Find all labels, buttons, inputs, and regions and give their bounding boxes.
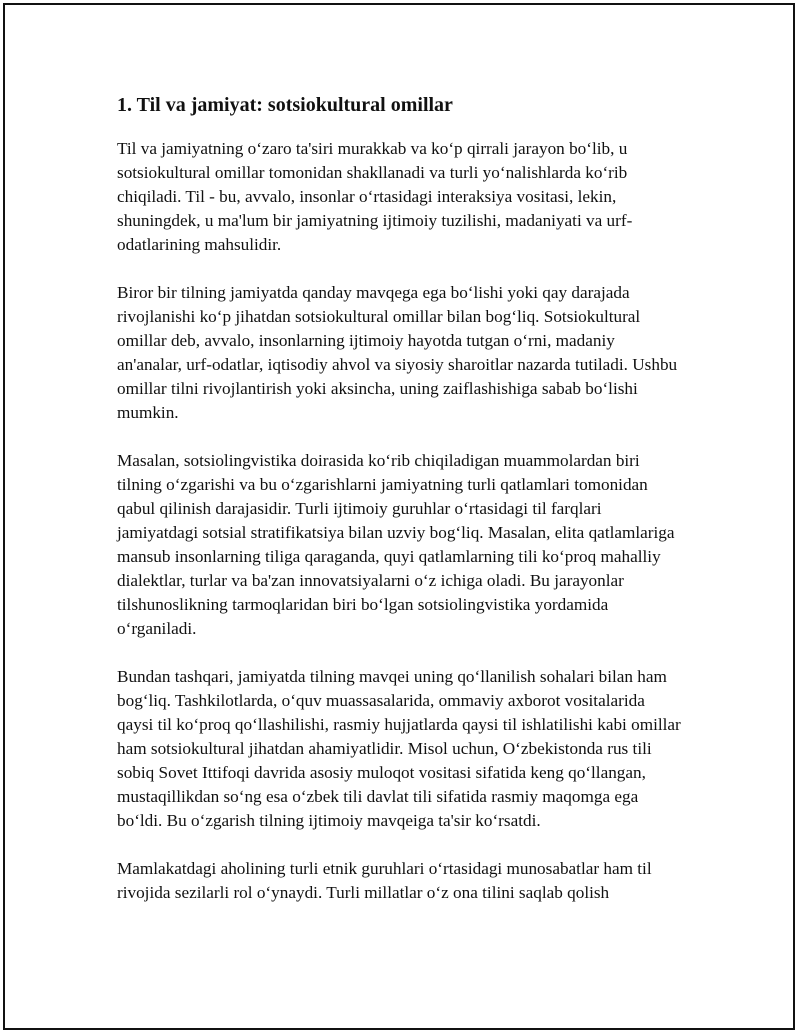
paragraph: Til va jamiyatning o‘zaro ta'siri murakkab va ko‘p qirrali jarayon bo‘lib, u sotsiokultural omillar tomonidan shakllanadi va turli yo‘nalishlarda ko‘rib chiqiladi. Til - bu, avvalo, insonlar o‘rtasidagi interaksiya vositasi, lekin, shuningdek, u ma'lum bir jamiyatning ijtimoiy tuzilishi, madaniyati va urf-odatlarining mahsulidir.: [117, 139, 633, 254]
paragraph: Biror bir tilning jamiyatda qanday mavqega ega bo‘lishi yoki qay darajada rivojlanishi ko‘p jihatdan sotsiokultural omillar bilan bog‘liq. Sotsiokultural omillar deb, avvalo, insonlarning ijtimoiy hayotda tutgan o‘rni, madaniy an'analar, urf-odatlar, iqtisodiy ahvol va siyosiy sharoitlar nazarda tutiladi. Ushbu omillar tilni rivojlantirish yoki aksincha, uning zaiflashishiga sabab bo‘lishi mumkin.: [117, 283, 678, 422]
document-body: [117, 92, 682, 905]
paragraph: Bundan tashqari, jamiyatda tilning mavqei uning qo‘llanilish sohalari bilan ham bog‘liq. Tashkilotlarda, o‘quv muassasalarida, ommaviy axborot vositalarida qaysi til ko‘proq qo‘llashilishi, rasmiy hujjatlarda qaysi til ishlatilishi kabi omillar ham sotsiokultural jihatdan ahamiyatlidir. Misol uchun, O‘zbekistonda rus tili sobiq Sovet Ittifoqi davrida asosiy muloqot vositasi sifatida keng qo‘llangan, mustaqillikdan so‘ng esa o‘zbek tili davlat tili sifatida rasmiy maqomga ega bo‘ldi. Bu o‘zgarish tilning ijtimoiy mavqeiga ta'sir ko‘rsatdi.: [117, 667, 681, 830]
section-heading: 1. Til va jamiyat: sotsiokultural omillar: [117, 94, 453, 116]
paragraph: Mamlakatdagi aholining turli etnik guruhlari o‘rtasidagi munosabatlar ham til rivojida sezilarli rol o‘ynaydi. Turli millatlar o‘z ona tilini saqlab qolish: [117, 859, 652, 902]
paragraph: Masalan, sotsiolingvistika doirasida ko‘rib chiqiladigan muammolardan biri tilning o‘zgarishi va bu o‘zgarishlarni jamiyatning turli qatlamlari tomonidan qabul qilinish darajasidir. Turli ijtimoiy guruhlar o‘rtasidagi til farqlari jamiyatdagi sotsial stratifikatsiya bilan uzviy bog‘liq. Masalan, elita qatlamlariga mansub insonlarning tiliga qaraganda, quyi qatlamlarning tili ko‘proq mahalliy dialektlar, turlar va ba'zan innovatsiyalarni o‘z ichiga oladi. Bu jarayonlar tilshunoslikning tarmoqlaridan biri bo‘lgan sotsiolingvistika yordamida o‘rganiladi.: [117, 451, 675, 638]
